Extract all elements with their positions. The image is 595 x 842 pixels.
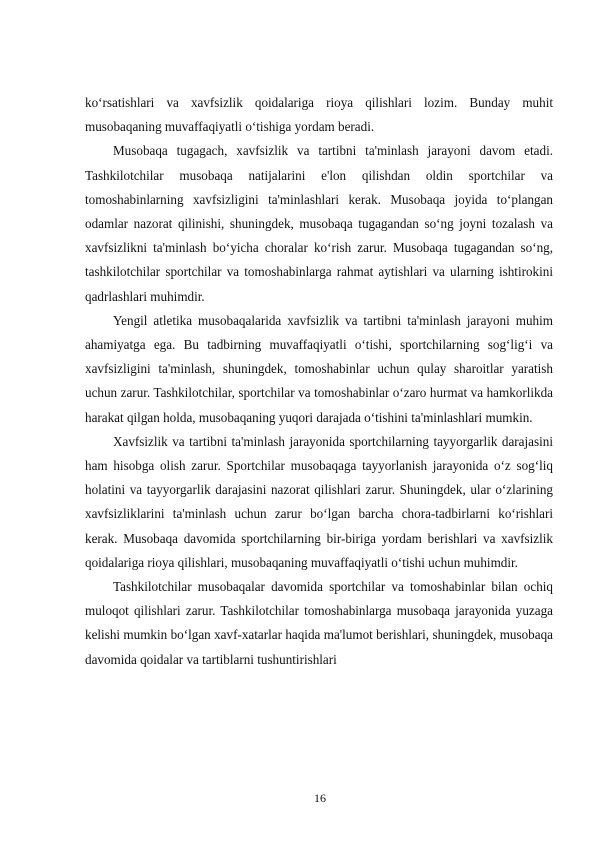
- paragraph-3: Yengil atletika musobaqalarida xavfsizlik va tartibni ta'minlash jarayoni muhim ahamiyatga ega. Bu tadbirning muvaffaqiyatli o‘tishi, sportchilarning sog‘lig‘i va xavfsizligini ta'minlash, shuningdek, tomoshabinlar uchun qulay sharoitlar yaratish uchun zarur. Tashkilotchilar, sportchilar va tomoshabinlar o‘zaro hurmat va hamkorlikda harakat qilgan holda, musobaqaning yuqori darajada o‘tishini ta'minlashlari mumkin.: [85, 312, 553, 425]
- paragraph-2: Musobaqa tugagach, xavfsizlik va tartibni ta'minlash jarayoni davom etadi. Tashkilotchilar musobaqa natijalarini e'lon qilishdan oldin sportchilar va tomoshabinlarning xavfsizligini ta'minlashlari kerak. Musobaqa joyida to‘plangan odamlar nazorat qilinishi, shuningdek, musobaqa tugagandan so‘ng joyni tozalash va xavfsizlikni ta'minlash bo‘yicha choralar ko‘rish zarur. Musobaqa tugagandan so‘ng, tashkilotchilar sportchilar va tomoshabinlarga rahmat aytishlari va ularning ishtirokini qadrlashlari muhimdir.: [85, 143, 553, 304]
- paragraph-1: ko‘rsatishlari va xavfsizlik qoidalariga rioya qilishlari lozim. Bunday muhit musobaqaning muvaffaqiyatli o‘tishiga yordam beradi.: [85, 95, 553, 135]
- paragraph-5: Tashkilotchilar musobaqalar davomida sportchilar va tomoshabinlar bilan ochiq muloqot qilishlari zarur. Tashkilotchilar tomoshabinlarga musobaqa jarayonida yuzaga kelishi mumkin bo‘lgan xavf-xatarlar haqida ma'lumot berishlari, shuningdek, musobaqa davomida qoidalar va tartiblarni tushuntirishlari: [85, 579, 553, 667]
- paragraph-4: Xavfsizlik va tartibni ta'minlash jarayonida sportchilarning tayyorgarlik darajasini ham hisobga olish zarur. Sportchilar musobaqaga tayyorlanish jarayonida o‘z sog‘liq holatini va tayyorgarlik darajasini nazorat qilishlari zarur. Shuningdek, ular o‘zlarining xavfsizliklarini ta'minlash uchun zarur bo‘lgan barcha chora-tadbirlarni ko‘rishlari kerak. Musobaqa davomida sportchilarning bir-biriga yordam berishlari va xavfsizlik qoidalariga rioya qilishlari, musobaqaning muvaffaqiyatli o‘tishi uchun muhimdir.: [85, 433, 553, 570]
- body-text: [85, 91, 553, 672]
- page-number: 16: [314, 791, 326, 805]
